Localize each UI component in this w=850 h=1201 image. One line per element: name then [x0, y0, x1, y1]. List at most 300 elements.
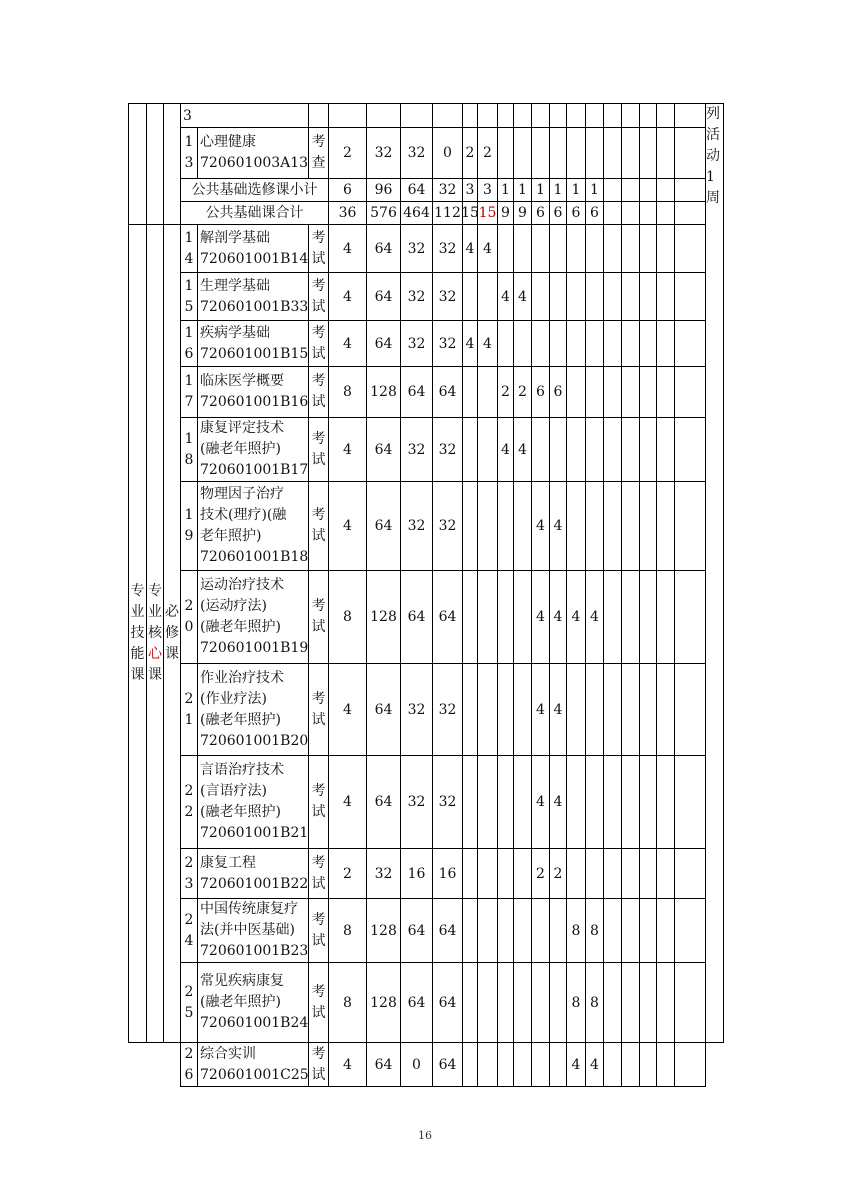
vertical-char: 5	[184, 1004, 194, 1021]
credits-cell: 8	[328, 962, 367, 1043]
weekly-hours-cell: 1	[513, 178, 532, 202]
vertical-char: 技能	[130, 625, 145, 662]
weekly-hours-cell	[531, 898, 550, 963]
weekly-hours-cell	[513, 898, 532, 963]
theory-hours-cell: 32	[400, 320, 433, 367]
course-name	[200, 418, 308, 481]
weekly-hours-cell	[462, 898, 478, 963]
vertical-char: 1	[184, 373, 194, 389]
weekly-hours-cell: 1	[549, 178, 567, 202]
vertical-char: 1	[706, 169, 715, 185]
total-hours-cell: 128	[366, 898, 401, 963]
weekly-hours-cell	[549, 417, 567, 482]
course-index	[180, 417, 198, 482]
weekly-hours-cell	[639, 570, 657, 664]
weekly-hours-cell: 2	[462, 127, 478, 179]
weekly-hours-cell	[674, 127, 706, 179]
practice-hours-cell: 32	[432, 178, 463, 202]
weekly-hours-cell	[674, 178, 706, 202]
weekly-hours-cell	[462, 962, 478, 1043]
vertical-char: 1	[184, 711, 194, 728]
vertical-char: 考	[311, 690, 326, 707]
total-hours-cell: 64	[366, 417, 401, 482]
course-name	[200, 971, 308, 1034]
vertical-char: 考	[311, 324, 326, 341]
weekly-hours-cell	[566, 663, 586, 756]
total-hours-cell: 32	[366, 848, 401, 899]
vertical-char: 考	[311, 507, 326, 523]
assessment-method	[308, 224, 329, 273]
weekly-hours-cell	[585, 848, 604, 899]
weekly-hours-cell	[513, 570, 532, 664]
course-code: 720601001B21	[200, 825, 309, 841]
credits-cell: 2	[328, 127, 367, 179]
weekly-hours-cell	[477, 481, 498, 571]
weekly-hours-cell	[477, 755, 498, 849]
weekly-hours-cell: 2	[477, 127, 498, 179]
weekly-hours-cell	[549, 1042, 567, 1087]
vertical-char: 2	[184, 783, 194, 799]
vertical-char: 2	[184, 911, 194, 928]
credits-cell: 4	[328, 755, 367, 849]
weekly-hours-cell	[639, 663, 657, 756]
course-name-line: 运动治疗技术	[200, 577, 284, 593]
weekly-hours-cell: 6	[531, 201, 550, 225]
vertical-char: 考	[311, 134, 326, 150]
course-name-line: (运动疗法)	[200, 598, 267, 614]
vertical-char: 考	[311, 430, 326, 447]
weekly-hours-cell	[603, 127, 622, 179]
weekly-hours-cell: 4	[462, 320, 478, 367]
total-hours-cell: 128	[366, 570, 401, 664]
weekly-hours-cell: 4	[531, 570, 550, 664]
weekly-hours-cell	[639, 103, 657, 128]
weekly-hours-cell	[639, 366, 657, 418]
weekly-hours-cell	[674, 224, 706, 273]
weekly-hours-cell	[674, 755, 706, 849]
weekly-hours-cell: 4	[477, 320, 498, 367]
weekly-hours-cell	[603, 224, 622, 273]
weekly-hours-cell	[477, 663, 498, 756]
course-code: 720601001B15	[200, 345, 309, 362]
course-code: 720601003A13	[200, 155, 309, 171]
weekly-hours-cell: 3	[477, 178, 498, 202]
course-name-line: 心理健康	[200, 134, 256, 150]
weekly-hours-cell	[513, 320, 532, 367]
weekly-hours-cell: 4	[585, 1042, 604, 1087]
weekly-hours-cell	[656, 1042, 675, 1087]
course-index	[180, 481, 198, 571]
weekly-hours-cell	[621, 1042, 640, 1087]
vertical-char: 考	[311, 229, 326, 246]
weekly-hours-cell	[639, 962, 657, 1043]
weekly-hours-cell	[603, 481, 622, 571]
assessment-method	[308, 848, 329, 899]
assessment-method	[308, 366, 329, 418]
vertical-char: 考	[311, 983, 326, 1000]
weekly-hours-cell: 4	[462, 224, 478, 273]
total-hours-cell: 576	[366, 201, 401, 225]
course-name-line: 疾病学基础	[200, 324, 270, 341]
weekly-hours-cell	[603, 417, 622, 482]
vertical-char: 试	[311, 932, 326, 949]
course-index	[180, 848, 198, 899]
weekly-hours-cell: 6	[531, 366, 550, 418]
vertical-char: 考	[311, 783, 326, 799]
vertical-char: 2	[184, 690, 194, 707]
theory-hours-cell: 64	[400, 570, 433, 664]
weekly-hours-cell	[566, 417, 586, 482]
weekly-hours-cell	[497, 127, 514, 179]
credits-cell	[328, 103, 367, 128]
theory-hours-cell: 32	[400, 272, 433, 321]
course-code: 720601001B19	[200, 640, 309, 656]
course-name-line: 常见疾病康复	[200, 973, 284, 989]
credits-cell: 8	[328, 366, 367, 418]
weekly-hours-cell	[639, 127, 657, 179]
course-code: 720601001B33	[200, 298, 309, 315]
weekly-hours-cell: 4	[566, 1042, 586, 1087]
course-name-line: 技术(理疗)(融	[200, 507, 287, 523]
vertical-char: 1	[184, 507, 194, 523]
assessment-method	[308, 962, 329, 1043]
weekly-hours-cell	[497, 103, 514, 128]
weekly-hours-cell	[585, 103, 604, 128]
weekly-hours-cell	[656, 224, 675, 273]
theory-hours-cell: 464	[400, 201, 433, 225]
weekly-hours-cell	[674, 481, 706, 571]
total-hours-cell: 64	[366, 663, 401, 756]
vertical-char: 1	[184, 324, 194, 341]
weekly-hours-cell	[462, 272, 478, 321]
weekly-hours-cell	[549, 320, 567, 367]
credits-cell: 4	[328, 272, 367, 321]
weekly-hours-cell	[549, 272, 567, 321]
vertical-char: 1	[184, 134, 194, 150]
weekly-hours-cell	[462, 848, 478, 899]
weekly-hours-cell	[621, 570, 640, 664]
course-name-cell	[197, 272, 309, 321]
practice-hours-cell: 64	[432, 962, 463, 1043]
weekly-hours-cell	[462, 481, 478, 571]
weekly-hours-cell	[513, 103, 532, 128]
weekly-hours-cell	[477, 848, 498, 899]
vertical-char: 考	[311, 598, 326, 614]
course-name-line: 中国传统康复疗	[200, 901, 298, 917]
weekly-hours-cell	[462, 1042, 478, 1087]
weekly-hours-cell	[674, 417, 706, 482]
weekly-hours-cell	[497, 755, 514, 849]
practice-hours-cell: 32	[432, 272, 463, 321]
weekly-hours-cell	[513, 755, 532, 849]
weekly-hours-cell	[477, 366, 498, 418]
weekly-hours-cell	[674, 570, 706, 664]
weekly-hours-cell	[497, 898, 514, 963]
theory-hours-cell: 32	[400, 224, 433, 273]
weekly-hours-cell	[462, 663, 478, 756]
course-index	[180, 898, 198, 963]
course-index	[180, 366, 198, 418]
weekly-hours-cell	[674, 201, 706, 225]
course-name-cell	[197, 570, 309, 664]
weekly-hours-cell: 2	[497, 366, 514, 418]
course-name-line: 生理学基础	[200, 277, 270, 294]
assessment-method	[308, 417, 329, 482]
weekly-hours-cell: 4	[549, 755, 567, 849]
weekly-hours-cell: 4	[549, 663, 567, 756]
credits-cell: 4	[328, 320, 367, 367]
course-name-cell	[197, 848, 309, 899]
assessment-method	[308, 481, 329, 571]
weekly-hours-cell	[497, 663, 514, 756]
vertical-char: 2	[184, 1045, 194, 1062]
weekly-hours-cell: 8	[585, 898, 604, 963]
theory-hours-cell: 32	[400, 417, 433, 482]
weekly-hours-cell	[656, 848, 675, 899]
course-name-line: 解剖学基础	[200, 229, 270, 246]
total-hours-cell: 32	[366, 127, 401, 179]
practice-hours-cell: 32	[432, 663, 463, 756]
weekly-hours-cell	[585, 320, 604, 367]
total-hours-cell: 128	[366, 366, 401, 418]
vertical-char: 专业	[148, 583, 162, 620]
weekly-hours-cell	[531, 962, 550, 1043]
vertical-char: 查	[311, 155, 326, 171]
weekly-hours-cell	[621, 103, 640, 128]
vertical-char: 试	[311, 451, 326, 468]
credits-cell: 4	[328, 663, 367, 756]
weekly-hours-cell	[621, 224, 640, 273]
weekly-hours-cell	[656, 570, 675, 664]
weekly-hours-cell	[656, 481, 675, 571]
course-name-cell	[197, 481, 309, 571]
theory-hours-cell: 64	[400, 962, 433, 1043]
remark-column	[705, 103, 724, 1043]
weekly-hours-cell	[621, 755, 640, 849]
weekly-hours-cell	[656, 127, 675, 179]
total-hours-cell: 64	[366, 481, 401, 571]
vertical-char: 6	[184, 345, 194, 362]
course-code: 720601001C25	[200, 1066, 309, 1083]
course-name-cell	[197, 224, 309, 273]
total-hours-cell: 64	[366, 272, 401, 321]
weekly-hours-cell	[566, 224, 586, 273]
course-index	[180, 962, 198, 1043]
weekly-hours-cell: 1	[497, 178, 514, 202]
weekly-hours-cell: 4	[566, 570, 586, 664]
weekly-hours-cell	[639, 848, 657, 899]
assessment-method	[308, 755, 329, 849]
public-total-label: 公共基础课合计	[180, 201, 329, 225]
course-name-line: 法(并中医基础)	[200, 922, 295, 938]
weekly-hours-cell	[639, 201, 657, 225]
course-name	[200, 276, 308, 318]
course-name-line: 作业治疗技术	[200, 669, 284, 686]
course-code: 720601001B24	[200, 1015, 309, 1031]
credits-cell: 2	[328, 848, 367, 899]
weekly-hours-cell	[603, 103, 622, 128]
vertical-char: 周	[706, 190, 720, 206]
weekly-hours-cell: 2	[513, 366, 532, 418]
assessment-method	[308, 898, 329, 963]
weekly-hours-cell: 4	[585, 570, 604, 664]
vertical-char: 动	[706, 148, 720, 164]
assessment-method	[308, 1042, 329, 1087]
weekly-hours-cell: 15	[477, 201, 498, 225]
course-name-line: (言语疗法)	[200, 783, 267, 799]
vertical-char: 试	[311, 250, 326, 267]
weekly-hours-cell	[513, 1042, 532, 1087]
weekly-hours-cell	[566, 320, 586, 367]
vertical-char: 0	[184, 619, 194, 635]
weekly-hours-cell	[621, 127, 640, 179]
weekly-hours-cell: 8	[566, 898, 586, 963]
weekly-hours-cell	[656, 962, 675, 1043]
practice-hours-cell: 32	[432, 481, 463, 571]
weekly-hours-cell	[656, 663, 675, 756]
credits-cell: 6	[328, 178, 367, 202]
weekly-hours-cell	[603, 663, 622, 756]
weekly-hours-cell	[497, 570, 514, 664]
credits-cell: 4	[328, 481, 367, 571]
course-name	[200, 371, 308, 413]
weekly-hours-cell	[621, 898, 640, 963]
weekly-hours-cell: 4	[531, 663, 550, 756]
weekly-hours-cell	[566, 848, 586, 899]
weekly-hours-cell: 2	[531, 848, 550, 899]
vertical-char: 课	[165, 646, 179, 662]
weekly-hours-cell	[462, 570, 478, 664]
course-name-line: 综合实训	[200, 1045, 256, 1062]
credits-cell: 36	[328, 201, 367, 225]
course-name-cell	[197, 320, 309, 367]
weekly-hours-cell	[549, 962, 567, 1043]
page-number: 16	[418, 1129, 432, 1142]
weekly-hours-cell	[531, 103, 550, 128]
practice-hours-cell: 32	[432, 320, 463, 367]
category-label	[128, 224, 147, 1043]
weekly-hours-cell	[531, 417, 550, 482]
course-name-line: (作业疗法)	[200, 690, 267, 707]
course-name-line: 康复评定技术	[200, 420, 284, 436]
course-name-line: (融老年照护)	[200, 441, 281, 457]
course-type-label	[163, 224, 181, 1043]
assessment-method	[308, 570, 329, 664]
vertical-char: 试	[311, 298, 326, 315]
course-name-cell	[197, 962, 309, 1043]
weekly-hours-cell	[531, 1042, 550, 1087]
weekly-hours-cell	[656, 178, 675, 202]
weekly-hours-cell	[639, 1042, 657, 1087]
course-name-cell	[197, 417, 309, 482]
weekly-hours-cell: 4	[497, 417, 514, 482]
weekly-hours-cell	[497, 481, 514, 571]
theory-hours-cell: 16	[400, 848, 433, 899]
weekly-hours-cell	[674, 962, 706, 1043]
credits-cell: 4	[328, 417, 367, 482]
weekly-hours-cell: 1	[566, 178, 586, 202]
credits-cell: 8	[328, 570, 367, 664]
vertical-char: 8	[184, 451, 194, 468]
course-name	[200, 132, 308, 174]
vertical-char: 考	[311, 854, 326, 871]
vertical-char: 9	[184, 528, 194, 544]
weekly-hours-cell	[477, 1042, 498, 1087]
weekly-hours-cell: 4	[513, 272, 532, 321]
weekly-hours-cell: 6	[549, 201, 567, 225]
course-name-line: 康复工程	[200, 854, 256, 871]
course-name	[200, 228, 308, 270]
theory-hours-cell: 64	[400, 178, 433, 202]
course-index	[180, 272, 198, 321]
vertical-char: 试	[311, 528, 326, 544]
weekly-hours-cell: 3	[462, 178, 478, 202]
assessment-method	[308, 127, 329, 179]
course-code: 720601001B16	[200, 394, 309, 410]
weekly-hours-cell	[674, 663, 706, 756]
theory-hours-cell: 32	[400, 755, 433, 849]
weekly-hours-cell	[656, 201, 675, 225]
vertical-char: 4	[184, 250, 194, 267]
assessment-method	[308, 272, 329, 321]
vertical-char: 5	[184, 298, 194, 315]
course-name-cell	[197, 663, 309, 756]
weekly-hours-cell	[674, 898, 706, 963]
weekly-hours-cell	[656, 417, 675, 482]
total-hours-cell	[366, 103, 401, 128]
weekly-hours-cell: 4	[549, 481, 567, 571]
weekly-hours-cell	[621, 481, 640, 571]
vertical-char: 试	[311, 875, 326, 892]
weekly-hours-cell	[674, 103, 706, 128]
theory-hours-cell: 32	[400, 127, 433, 179]
weekly-hours-cell: 4	[531, 481, 550, 571]
weekly-hours-cell: 6	[566, 201, 586, 225]
vertical-char: 必	[165, 604, 179, 620]
vertical-char: 考	[311, 911, 326, 928]
course-name-line: 老年照护)	[200, 528, 262, 544]
weekly-hours-cell: 4	[531, 755, 550, 849]
total-hours-cell: 64	[366, 1042, 401, 1087]
vertical-char: 试	[311, 804, 326, 820]
course-code: 720601001B14	[200, 250, 309, 267]
vertical-char: 1	[184, 229, 194, 246]
weekly-hours-cell	[603, 962, 622, 1043]
weekly-hours-cell	[674, 272, 706, 321]
weekly-hours-cell	[566, 481, 586, 571]
weekly-hours-cell	[585, 663, 604, 756]
weekly-hours-cell	[603, 320, 622, 367]
vertical-char: 6	[184, 1066, 194, 1083]
weekly-hours-cell	[585, 755, 604, 849]
course-name-line: 物理因子治疗	[200, 486, 284, 502]
weekly-hours-cell	[497, 962, 514, 1043]
weekly-hours-cell	[566, 127, 586, 179]
course-name	[200, 484, 308, 568]
theory-hours-cell: 64	[400, 366, 433, 418]
weekly-hours-cell	[674, 320, 706, 367]
weekly-hours-cell	[656, 272, 675, 321]
weekly-hours-cell	[531, 320, 550, 367]
weekly-hours-cell	[566, 755, 586, 849]
weekly-hours-cell	[462, 103, 478, 128]
vertical-char: 修	[165, 625, 179, 641]
vertical-char: 考	[311, 1045, 326, 1062]
weekly-hours-cell	[603, 272, 622, 321]
weekly-hours-cell	[513, 224, 532, 273]
weekly-hours-cell	[639, 178, 657, 202]
course-name-cell	[197, 755, 309, 849]
